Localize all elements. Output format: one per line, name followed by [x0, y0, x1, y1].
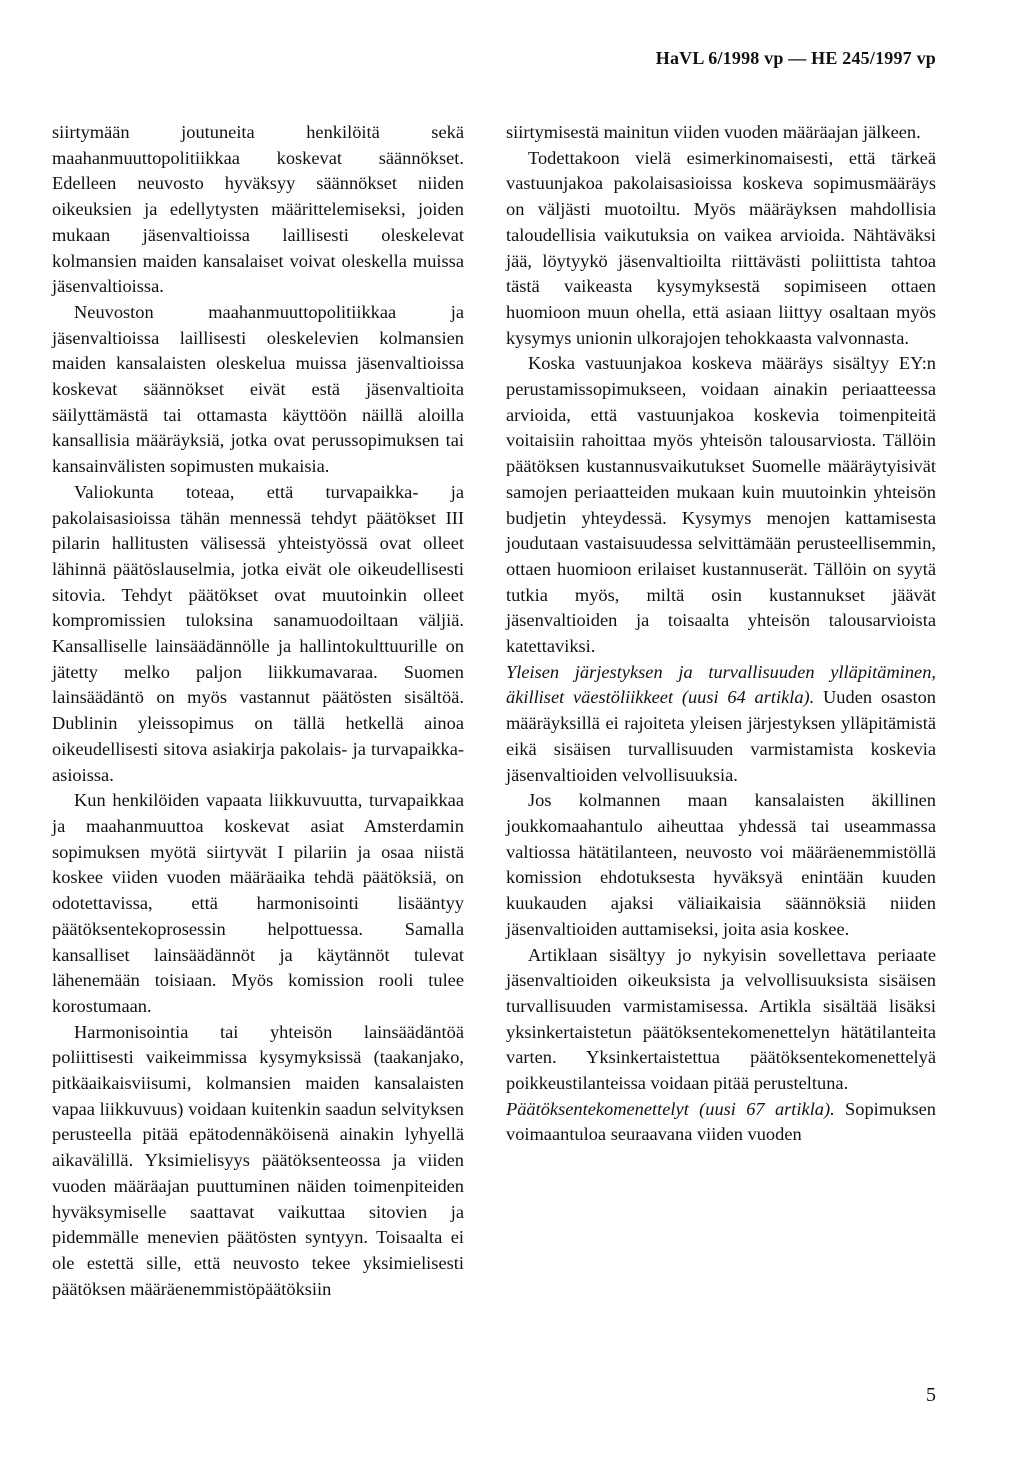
page-number: 5	[926, 1384, 936, 1406]
paragraph: siirtymisestä mainitun viiden vuoden määräajan jälkeen.	[506, 122, 921, 142]
paragraph: Valiokunta toteaa, että turvapaikka- ja pakolaisasioissa tähän mennessä tehdyt päätökset III pilarin hallitusten välisessä yhteistyössä ovat olleet lähinnä päätöslauselmia, jotka eivät ole oikeudellisesti sitovia. Tehdyt päätökset ovat muutoinkin olleet kompromissien tuloksina sanamuodoiltaan väljiä. Kansalliselle lainsäädännölle ja hallintokulttuurille on jätetty melko paljon liikkumavaraa. Suomen lainsäädäntö on myös vastannut päätösten sisältöä. Dublinin yleissopimus on tällä hetkellä ainoa oikeudellisesti sitova asiakirja pakolais- ja turvapaikka-asioissa.	[52, 481, 464, 785]
section-text: Uuden osaston määräyksillä ei rajoiteta yleisen järjestyksen ylläpitämistä eikä sisäisen turvallisuuden varmistamista koskevia jäsenvaltioiden velvollisuuksia.	[506, 687, 936, 785]
section-heading: Päätöksentekomenettelyt (uusi 67 artikla).	[506, 1098, 835, 1119]
left-column	[52, 120, 464, 1302]
paragraph: Harmonisointia tai yhteisön lainsäädäntöä poliittisesti vaikeimmissa kysymyksissä (taakanjako, pitkäaikaisviisumi, kolmansien maiden kansalaisten vapaa liikkuvuus) voidaan kuitenkin saadun selvityksen perusteella pitää epätodennäköisenä ainakin lyhyellä aikavälillä. Yksimielisyys päätöksenteossa ja viiden vuoden määräajan puuttuminen näiden toimenpiteiden hyväksymiselle saattavat vaikuttaa sitovien ja pidemmälle menevien päätösten syntyyn. Toisaalta ei ole estettä sille, että neuvosto tekee yksimielisesti päätöksen määräenemmistöpäätöksiin	[52, 1021, 464, 1299]
paragraph: siirtymään joutuneita henkilöitä sekä maahanmuuttopolitiikkaa koskevat säännökset. Edelleen neuvosto hyväksyy säännökset niiden oikeuksien ja edellytysten määrittelemiseksi, joiden mukaan jäsenvaltioissa laillisesti oleskelevat kolmansien maiden kansalaiset voivat oleskella muissa jäsenvaltioissa.	[52, 122, 464, 297]
section-paragraph	[506, 660, 936, 789]
paragraph: Artiklaan sisältyy jo nykyisin sovellettava periaate jäsenvaltioiden oikeuksista ja velvollisuuksista sisäisen turvallisuuden varmistamisessa. Artikla sisältää lisäksi yksinkertaistetun päätöksentekomenettelyn hätätilanteita varten. Yksinkertaistettua päätöksentekomenettelyä poikkeustilanteissa voidaan pitää perusteltuna.	[506, 944, 936, 1094]
paragraph: Todettakoon vielä esimerkinomaisesti, että tärkeä vastuunjakoa pakolaisasioissa koskeva sopimusmääräys on väljästi muotoiltu. Myös määräyksen mahdollisia taloudellisia vaikutuksia on vaikea arvioida. Nähtäväksi jää, löytyykö jäsenvaltioilta riittävästi poliittista tahtoa tästä vaikeasta kysymyksestä sopimiseen ottaen huomioon muun ohella, että asiaan liittyy osaltaan myös kysymys unionin ulkorajojen tehokkaasta valvonnasta.	[506, 147, 936, 348]
section-paragraph	[506, 1097, 936, 1148]
right-column	[506, 120, 936, 1148]
paragraph: Kun henkilöiden vapaata liikkuvuutta, turvapaikkaa ja maahanmuuttoa koskevat asiat Amsterdamin sopimuksen myötä siirtyvät I pilariin ja osaa niistä koskee viiden vuoden määräaika tehdä päätöksiä, on odotettavissa, että harmonisointi lisääntyy päätöksentekoprosessin helpottuessa. Samalla kansalliset lainsäädännöt ja käytännöt tulevat lähenemään toisiaan. Myös komission rooli tulee korostumaan.	[52, 790, 464, 1016]
section-heading: Yleisen järjestyksen ja turvallisuuden ylläpitäminen, äkilliset väestöliikkeet (uusi 64 artikla).	[506, 661, 936, 708]
running-header: HaVL 6/1998 vp — HE 245/1997 vp	[655, 48, 936, 68]
paragraph: Koska vastuunjakoa koskeva määräys sisältyy EY:n perustamissopimukseen, voidaan ainakin periaatteessa arvioida, että vastuunjakoa koskevia toimenpiteitä voitaisiin rahoittaa myös yhteisön talousarviosta. Tällöin päätöksen kustannusvaikutukset Suomelle määräytyisivät samojen periaatteiden mukaan kuin muutoinkin yhteisön budjetin yhteydessä. Kysymys menojen kattamisesta joudutaan vastaisuudessa selvittämään perusteellisemmin, ottaen huomioon erilaiset kustannuserät. Tällöin on syytä tutkia myös, miltä osin kustannukset jäävät jäsenvaltioiden ja toisaalta yhteisön talousarvioista katettaviksi.	[506, 353, 936, 657]
paragraph: Jos kolmannen maan kansalaisten äkillinen joukkomaahantulo aiheuttaa yhdessä tai useammassa valtiossa hätätilanteen, neuvosto voi määräenemmistöllä komission ehdotuksesta hyväksyä enintään kuuden kuukauden ajaksi väliaikaisia säännöksiä niiden jäsenvaltioiden auttamiseksi, joita asia koskee.	[506, 790, 936, 939]
section-text: Sopimuksen voimaantuloa seuraavana viiden vuoden	[506, 1098, 936, 1145]
paragraph: Neuvoston maahanmuuttopolitiikkaa ja jäsenvaltioissa laillisesti oleskelevien kolmansien maiden kansalaisten oleskelua muissa jäsenvaltioissa koskevat säännökset eivät estä jäsenvaltioita säilyttämästä tai ottamasta käyttöön näillä aloilla kansallisia määräyksiä, jotka ovat perussopimuksen tai kansainvälisten sopimusten mukaisia.	[52, 301, 464, 477]
